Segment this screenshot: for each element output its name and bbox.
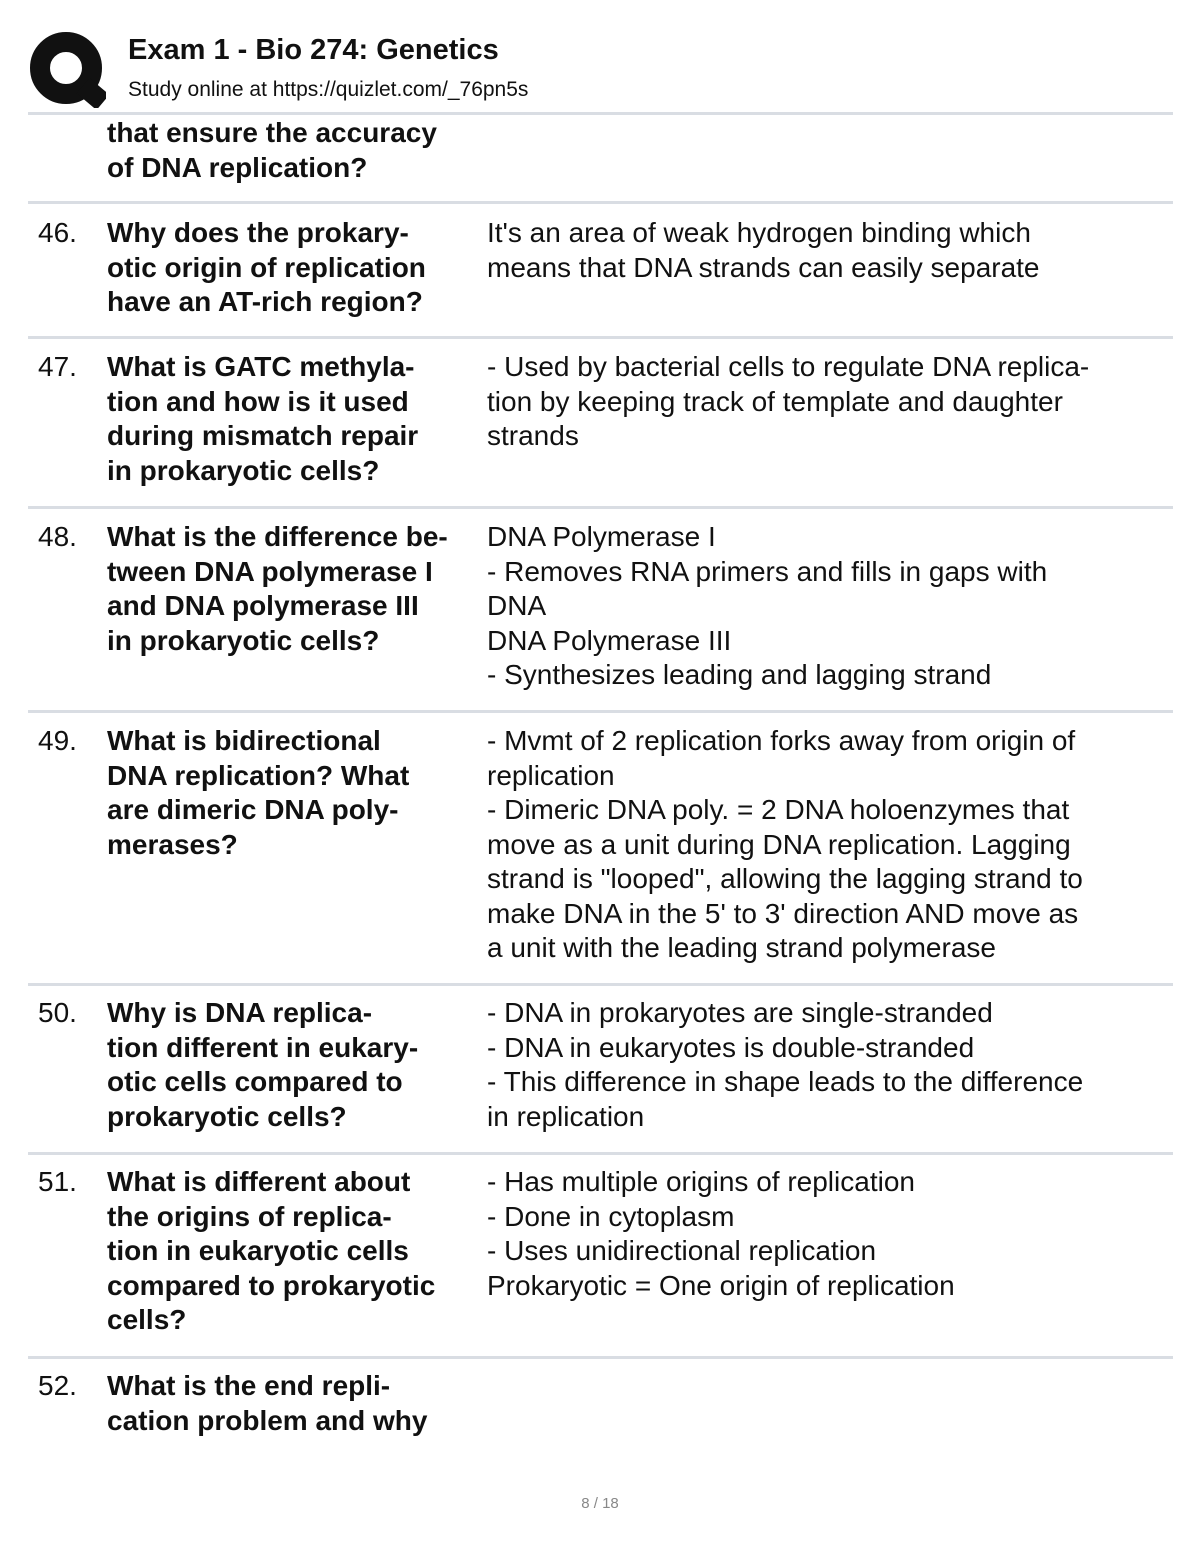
card-number: 50. [38,997,77,1028]
card-answer: It's an area of weak hydrogen binding which means that DNA strands can easily separate [487,217,1040,283]
divider [28,506,1173,509]
card-number: 49. [38,725,77,756]
card-question: Why is DNA replica- tion different in eukary- otic cells compared to prokaryotic cells? [107,997,419,1132]
document-title: Exam 1 - Bio 274: Genetics [128,34,499,66]
divider [28,1356,1173,1359]
divider [28,112,1173,115]
card-question: Why does the prokary- otic origin of replication have an AT-rich region? [107,217,426,317]
divider [28,1152,1173,1155]
quizlet-logo-icon [30,32,106,108]
card-question: What is bidirectional DNA replication? What are dimeric DNA poly- merases? [107,725,410,860]
card-number: 46. [38,217,77,248]
card-answer: - Used by bacterial cells to regulate DNA replica- tion by keeping track of template and daughter strands [487,351,1090,451]
card-answer: - Has multiple origins of replication - Done in cytoplasm - Uses unidirectional replication Prokaryotic = One origin of replication [487,1166,955,1301]
card-question: What is the end repli- cation problem and why [107,1370,428,1436]
page-header [30,28,1175,112]
divider [28,710,1173,713]
divider [28,201,1173,204]
divider [28,336,1173,339]
card-question: What is different about the origins of replica- tion in eukaryotic cells compared to prokaryotic cells? [107,1166,436,1335]
card-answer: - Mvmt of 2 replication forks away from origin of replication - Dimeric DNA poly. = 2 DNA holoenzymes that move as a unit during DNA replication. Lagging strand is "looped", allowing the lagging strand to make DNA in the 5' to 3' direction AND move as a unit with the leading strand polymerase [487,725,1083,963]
card-question: What is GATC methyla- tion and how is it used during mismatch repair in prokaryotic cells? [107,351,419,486]
card-answer: DNA Polymerase I - Removes RNA primers and fills in gaps with DNA DNA Polymerase III - Synthesizes leading and lagging strand [487,521,1048,690]
card-number: 52. [38,1370,77,1401]
card-number: 51. [38,1166,77,1197]
study-online-link[interactable]: Study online at https://quizlet.com/_76pn5s [128,78,529,101]
divider [28,983,1173,986]
card-question: that ensure the accuracy of DNA replication? [107,117,437,183]
page-number: 8 / 18 [581,1495,619,1512]
card-answer: - DNA in prokaryotes are single-stranded - DNA in eukaryotes is double-stranded - This difference in shape leads to the difference in replication [487,997,1084,1132]
card-number: 48. [38,521,77,552]
card-number: 47. [38,351,77,382]
card-question: What is the difference be- tween DNA polymerase I and DNA polymerase III in prokaryotic cells? [107,521,448,656]
